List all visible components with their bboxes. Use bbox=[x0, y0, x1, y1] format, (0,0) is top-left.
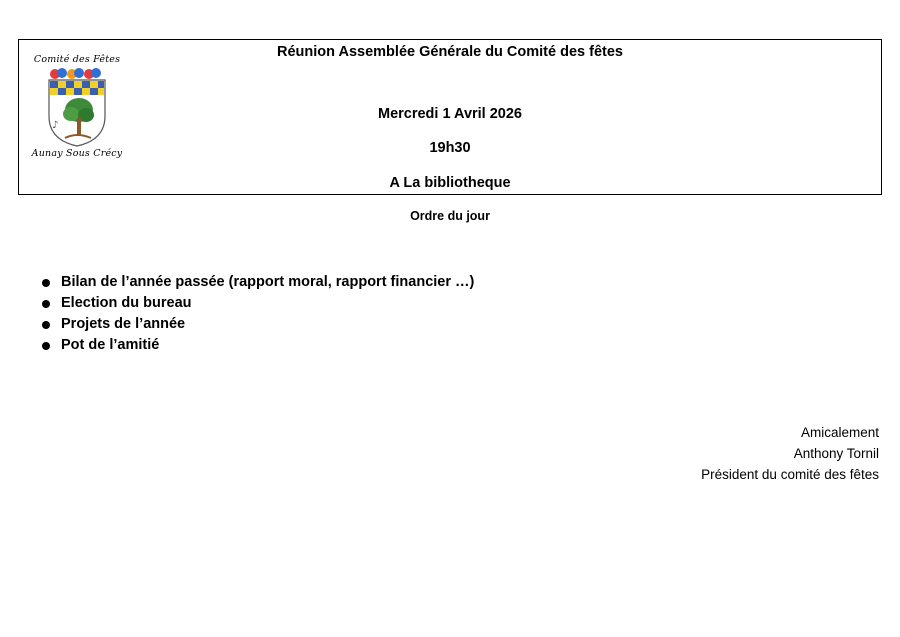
list-item bbox=[42, 293, 474, 314]
meeting-location: A La bibliotheque bbox=[389, 175, 511, 191]
agenda-item-text: Pot de l’amitié bbox=[61, 337, 160, 353]
svg-text:♪: ♪ bbox=[52, 120, 59, 131]
list-item bbox=[42, 335, 474, 356]
bullet-icon bbox=[42, 300, 50, 308]
agenda-list bbox=[42, 272, 474, 356]
bullet-icon bbox=[42, 342, 50, 350]
meeting-time: 19h30 bbox=[429, 140, 471, 156]
bullet-icon bbox=[42, 279, 50, 287]
list-item bbox=[42, 314, 474, 335]
list-item bbox=[42, 272, 474, 293]
signature-role: Président du comité des fêtes bbox=[701, 467, 879, 482]
signature-block bbox=[701, 422, 879, 485]
bullet-icon bbox=[42, 321, 50, 329]
meeting-title: Réunion Assemblée Générale du Comité des fêtes bbox=[277, 44, 623, 60]
header-box bbox=[18, 39, 882, 195]
logo-top-text: Comité des Fêtes bbox=[33, 54, 121, 65]
agenda-item-text: Projets de l’année bbox=[61, 316, 186, 332]
logo-bottom-text: Aunay Sous Crécy bbox=[31, 148, 123, 159]
agenda-item-text: Bilan de l’année passée (rapport moral, rapport financier …) bbox=[61, 274, 475, 290]
signature-name: Anthony Tornil bbox=[793, 446, 879, 461]
signature-closing: Amicalement bbox=[800, 425, 879, 440]
agenda-title: Ordre du jour bbox=[410, 209, 490, 223]
agenda-item-text: Election du bureau bbox=[61, 295, 192, 311]
meeting-date: Mercredi 1 Avril 2026 bbox=[377, 106, 522, 122]
